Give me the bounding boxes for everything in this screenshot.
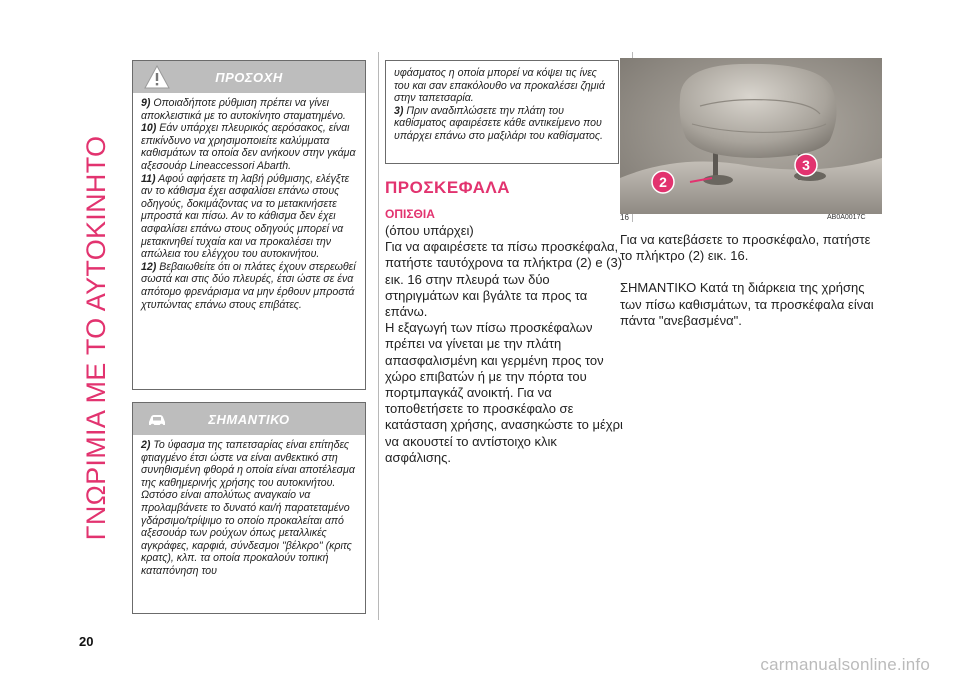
- paragraph: ΣΗΜΑΝΤΙΚΟ Κατά τη διάρκεια της χρήσης των πίσω καθισμάτων, τα προσκέφαλα είναι πάντα "ανεβασμένα".: [620, 280, 874, 328]
- paragraph: Η εξαγωγή των πίσω προσκέφαλων πρέπει να γίνεται με την πλάτη απασφαλισμένη και γερμένη προς τον χώρο επιβατών ή με την πόρτα του πορτμπαγκάζ ανοικτή. Για να τοποθετήσετε το προσκέφαλο σε κατάσταση χρήσης, ανασηκώστε το μέχρι να ακουστεί το αντίστοιχο κλικ ασφάλισης.: [385, 320, 623, 465]
- side-title-text: ΓΝΩΡΙΜΙΑ ΜΕ ΤΟ ΑΥΤΟΚΙΝΗΤΟ: [81, 135, 111, 541]
- note-continued-text: υφάσματος η οποία μπορεί να κόψει τις ίνες του και σαν επακόλουθο να προκαλέσει ζημιά στην ταπετσαρία.: [394, 67, 605, 105]
- column-divider: [378, 52, 379, 620]
- side-title: [76, 48, 116, 628]
- paragraph: Για να αφαιρέσετε τα πίσω προσκέφαλα, πατήστε ταυτόχρονα τα πλήκτρα (2) e (3) εικ. 16 στην πλευρά των δύο στηριγμάτων και βγάλτε τα προς τα επάνω.: [385, 239, 623, 320]
- note-box-header: [133, 403, 365, 435]
- note-title: ΣΗΜΑΝΤΙΚΟ: [208, 412, 290, 427]
- warning-item: 11) Αφού αφήσετε τη λαβή ρύθμισης, ελέγξτε αν το κάθισμα έχει ασφαλίσει επάνω στους οδηγούς, δοκιμάζοντας να το μετακινήσετε μπροστά και πίσω. Αν το κάθισμα δεν έχει ασφαλίσει επάνω στους οδηγούς μπορεί να μετακινηθεί τυχαία και να προκαλέσει την απώλεια του ελέγχου του αυτοκινήτου.: [141, 172, 350, 261]
- note-box: [132, 402, 366, 614]
- warning-item: 9) Οποιαδήποτε ρύθμιση πρέπει να γίνει αποκλειστικά με το αυτοκίνητο σταματημένο.: [141, 97, 346, 122]
- callout-label: 3: [802, 157, 810, 173]
- paragraph: Για να κατεβάσετε το προσκέφαλο, πατήστε το πλήκτρο (2) εικ. 16.: [620, 232, 871, 264]
- warning-item: 12) Βεβαιωθείτε ότι οι πλάτες έχουν στερεωθεί σωστά και στις δύο πλευρές, έτσι ώστε σε ένα απότομο φρενάρισμα να μην έρθουν μπροστά χτυπώντας επάνω στους επιβάτες.: [141, 260, 356, 311]
- warning-box: [132, 60, 366, 390]
- note-item: 2) Το ύφασμα της ταπετσαρίας είναι επίτηδες φτιαγμένο έτσι ώστε να είναι ανθεκτικό στη συνηθισμένη φθορά η οποία είναι αποτέλεσμα της καθημερινής χρήσης του αυτοκινήτου. Ωστόσο είναι απολύτως αναγκαίο να προλαμβάνετε το δυνατό και/ή παρατεταμένο γδάρσιμο/τρίψιμο το οποίο προκαλείται από αξεσουάρ των ρούχων όπως μεταλλικές αγκράφες, καρφιά, σύνδεσμοι "βέλκρο" (κριτς κρατς), κλπ. τα οποία προκαλούν τοπική καταπόνηση του: [141, 439, 355, 577]
- figure-code: AB0A0017C: [827, 214, 866, 221]
- headrest-figure: [620, 58, 882, 214]
- page-number: 20: [79, 634, 94, 649]
- watermark: carmanualsonline.info: [760, 655, 930, 674]
- sub-title: ΟΠΙΣΘΙΑ: [385, 207, 435, 221]
- warning-item: 10) Εάν υπάρχει πλευρικός αερόσακος, είναι επικίνδυνο να χρησιμοποιείτε καλύμματα καθισμάτων τα οποία δεν ανήκουν στην γκάμα αξεσουάρ Lineaccessori Abarth.: [141, 122, 356, 172]
- warning-title: ΠΡΟΣΟΧΗ: [215, 70, 283, 85]
- note-item: 3) Πριν αναδιπλώσετε την πλάτη του καθίσματος αφαιρέσετε κάθε αντικείμενο που υπάρχει επάνω στο μαξιλάρι του καθίσματος.: [394, 104, 604, 142]
- paragraph: (όπου υπάρχει): [385, 223, 474, 238]
- headrest-photo: [620, 58, 882, 214]
- callout-label: 2: [659, 174, 667, 190]
- right-column-text: [620, 232, 882, 329]
- middle-column-text: [385, 223, 623, 466]
- note-box-continued: [385, 60, 619, 164]
- figure-number: 16: [620, 213, 629, 222]
- section-title: ΠΡΟΣΚΕΦΑΛΑ: [385, 178, 511, 197]
- warning-box-header: [133, 61, 365, 93]
